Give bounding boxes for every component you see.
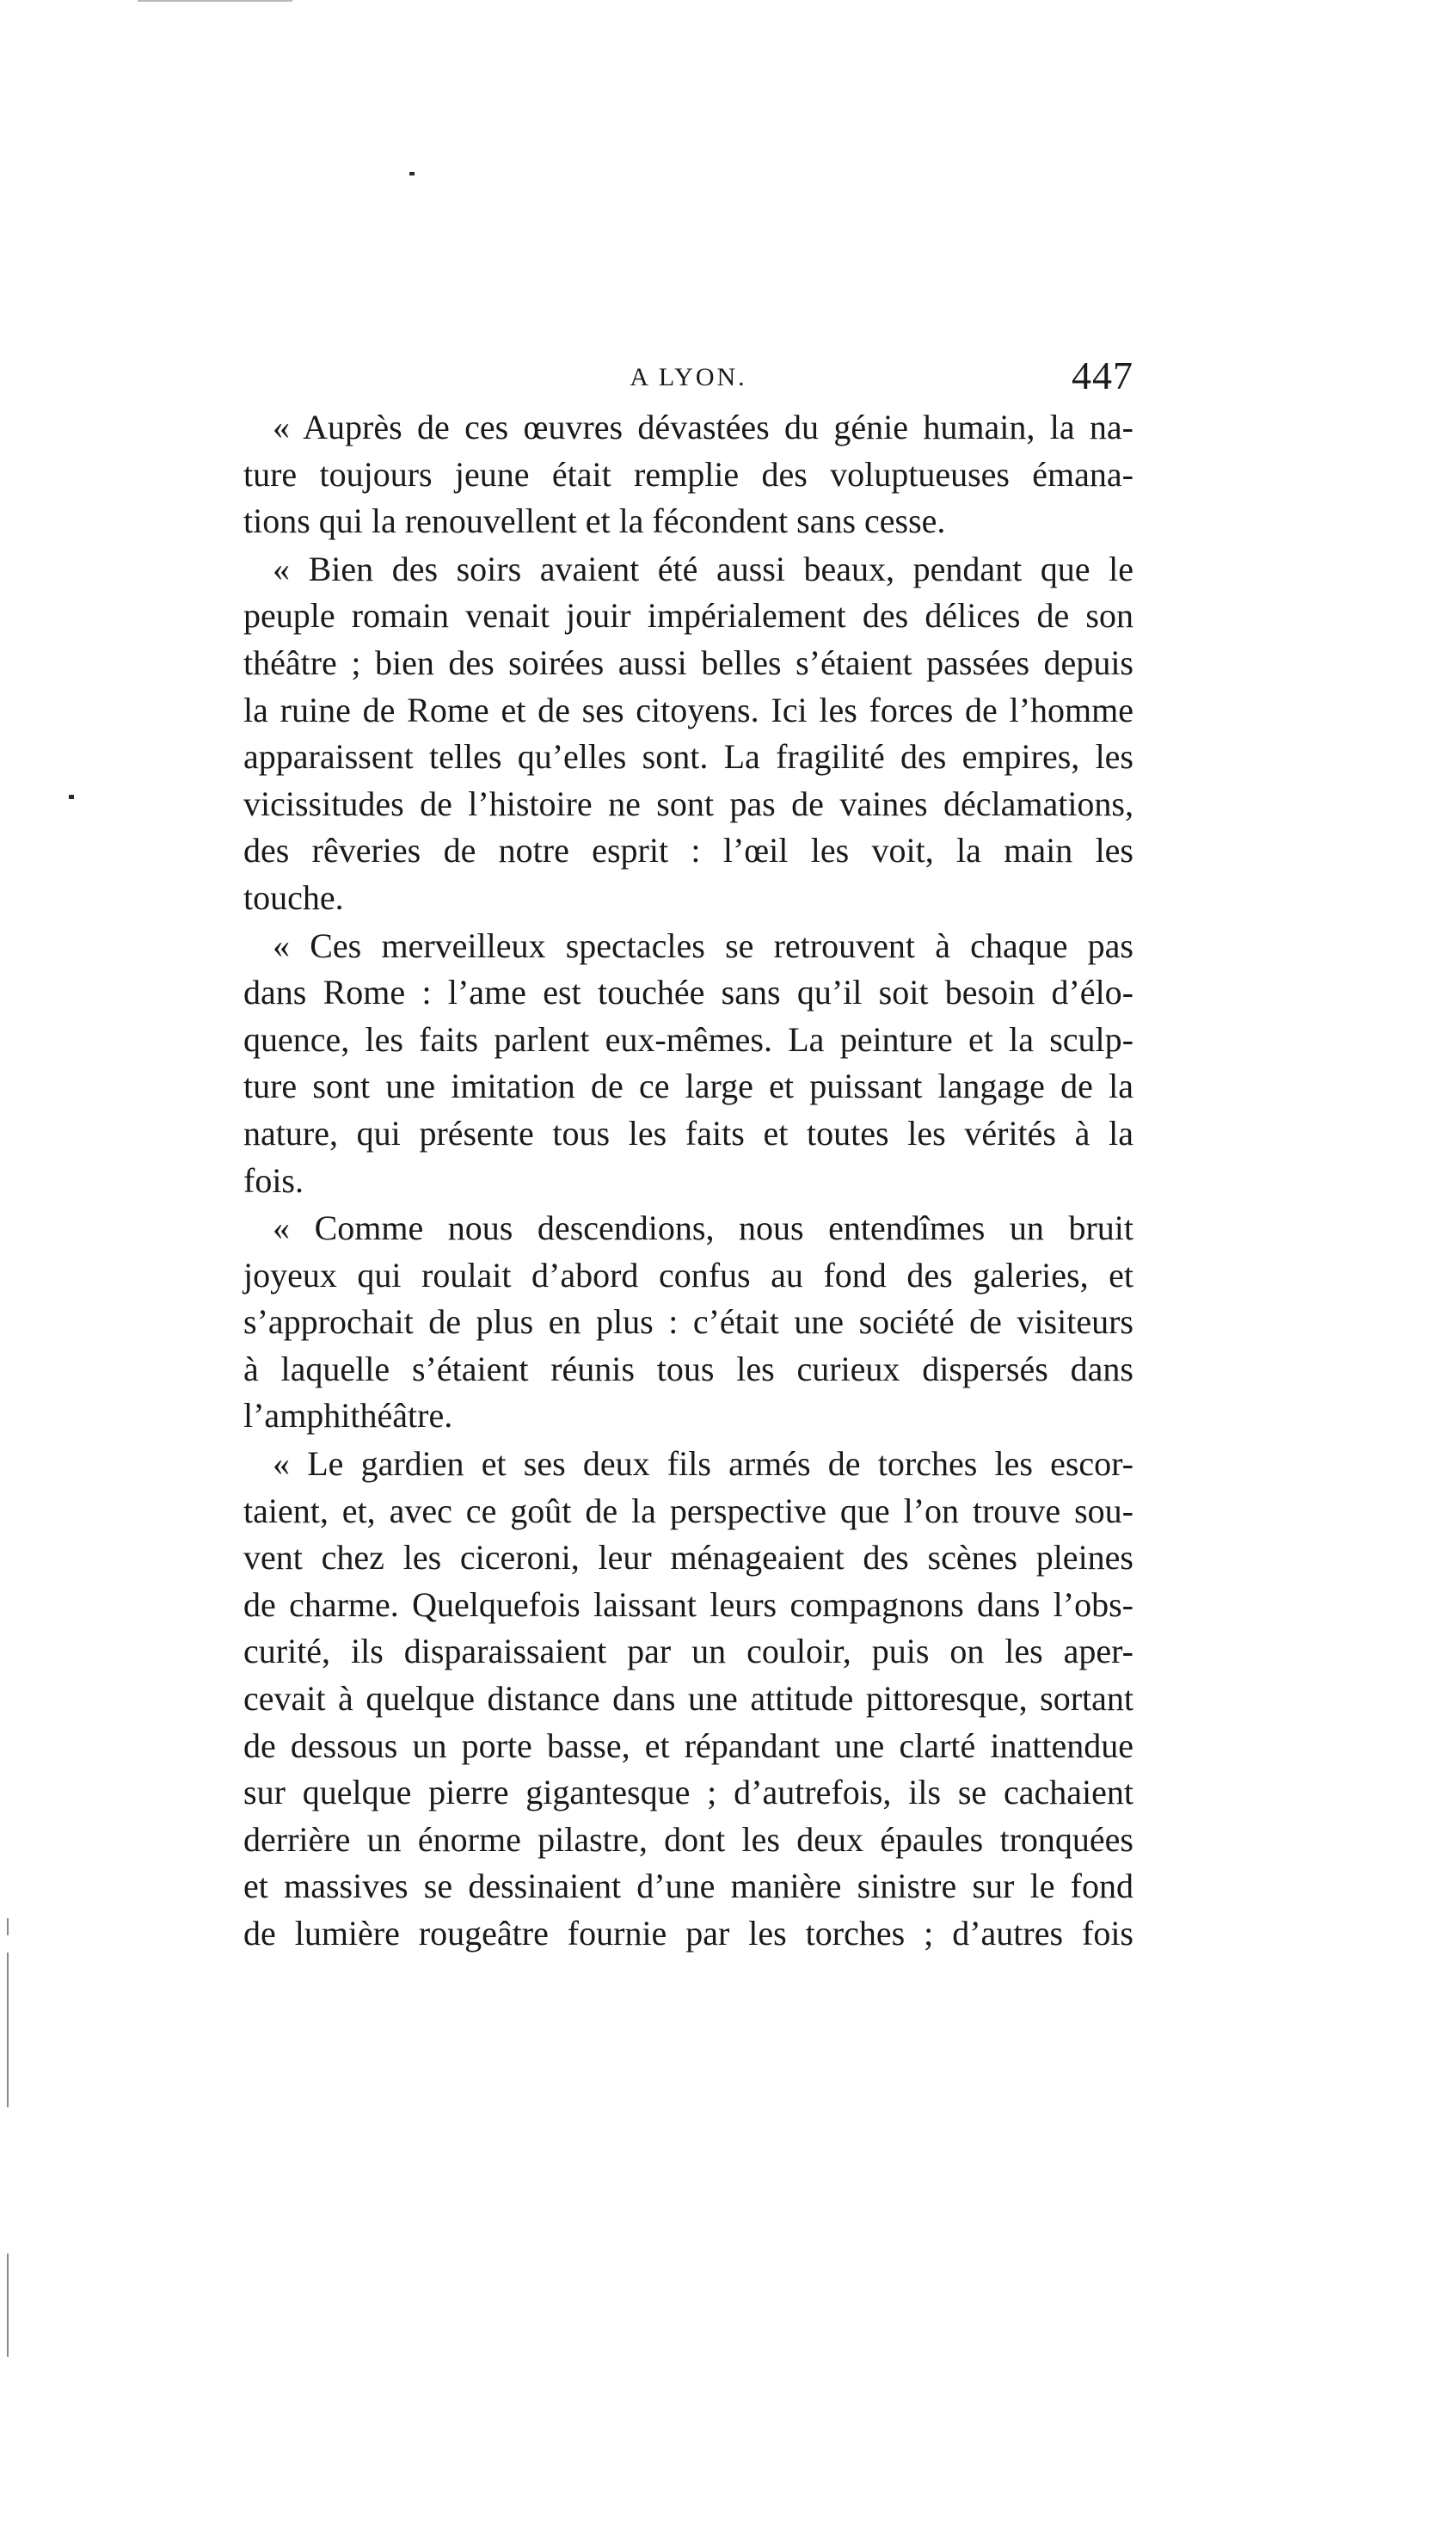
text-line: vent chez les ciceroni, leur ménageaient des scènes pleines <box>243 1538 1133 1578</box>
text-line: de charme. Quelquefois laissant leurs compagnons dans l’obs- <box>243 1584 1133 1624</box>
scan-artifact-left-edge <box>7 1918 9 1935</box>
text-line: curité, ils disparaissaient par un couloir, puis on les aper- <box>243 1632 1133 1671</box>
text-line: cevait à quelque distance dans une attitude pittoresque, sortant <box>243 1679 1133 1719</box>
text-line: fois. <box>243 1160 304 1200</box>
text-line: taient, et, avec ce goût de la perspective que l’on trouve sou- <box>243 1491 1133 1530</box>
text-line: « Bien des soirs avaient été aussi beaux, pendant que le <box>273 549 1133 588</box>
paragraph <box>243 546 1133 922</box>
text-line: à laquelle s’étaient réunis tous les curieux dispersés dans <box>243 1349 1133 1388</box>
text-line: ture toujours jeune était remplie des voluptueuses émana- <box>243 454 1133 494</box>
text-line: des rêveries de notre esprit : l’œil les voit, la main les <box>243 831 1133 870</box>
text-line: tions qui la renouvellent et la fécondent sans cesse. <box>243 501 946 541</box>
text-line: dans Rome : l’ame est touchée sans qu’il soit besoin d’élo- <box>243 973 1133 1012</box>
text-line: s’approchait de plus en plus : c’était une société de visiteurs <box>243 1302 1133 1342</box>
paragraph <box>243 404 1133 545</box>
body-text <box>243 404 1133 1959</box>
scan-artifact-left-edge <box>7 2254 9 2357</box>
scan-artifact-speck <box>69 795 74 799</box>
paragraph <box>243 1205 1133 1440</box>
running-header <box>243 351 1133 403</box>
text-line: ture sont une imitation de ce large et puissant langage de la <box>243 1067 1133 1106</box>
text-line: et massives se dessinaient d’une manière sinistre sur le fond <box>243 1867 1133 1906</box>
text-line: « Auprès de ces œuvres dévastées du génie humain, la na- <box>273 408 1133 446</box>
paragraph <box>243 923 1133 1205</box>
text-line: quence, les faits parlent eux-mêmes. La peinture et la sculp- <box>243 1019 1133 1059</box>
text-line: l’amphithéâtre. <box>243 1396 453 1436</box>
text-line: théâtre ; bien des soirées aussi belles s’étaient passées depuis <box>243 643 1133 682</box>
scan-artifact-left-edge <box>7 1953 9 2107</box>
page-number: 447 <box>1072 354 1133 397</box>
text-line: de dessous un porte basse, et répandant une clarté inattendue <box>243 1725 1133 1765</box>
text-line: vicissitudes de l’histoire ne sont pas de vaines déclamations, <box>243 784 1133 823</box>
text-line: derrière un énorme pilastre, dont les deux épaules tronquées <box>243 1819 1133 1859</box>
text-line: joyeux qui roulait d’abord confus au fond des galeries, et <box>243 1255 1133 1295</box>
paragraph <box>243 1441 1133 1958</box>
text-line: « Ces merveilleux spectacles se retrouvent à chaque pas <box>273 926 1133 965</box>
text-line: nature, qui présente tous les faits et toutes les vérités à la <box>243 1113 1133 1153</box>
running-title: A LYON. <box>630 363 747 391</box>
text-line: touche. <box>243 877 344 917</box>
text-line: peuple romain venait jouir impérialement des délices de son <box>243 596 1133 636</box>
text-line: la ruine de Rome et de ses citoyens. Ici les forces de l’homme <box>243 690 1133 729</box>
text-line: apparaissent telles qu’elles sont. La fragilité des empires, les <box>243 737 1133 777</box>
scan-artifact-top-edge <box>138 0 292 2</box>
text-line: de lumière rougeâtre fournie par les torches ; d’autres fois <box>243 1914 1133 1953</box>
text-line: sur quelque pierre gigantesque ; d’autrefois, ils se cachaient <box>243 1773 1133 1812</box>
text-line: « Le gardien et ses deux fils armés de torches les escor- <box>273 1444 1133 1484</box>
scan-artifact-speck <box>409 172 415 175</box>
text-line: « Comme nous descendions, nous entendîmes un bruit <box>273 1209 1133 1248</box>
